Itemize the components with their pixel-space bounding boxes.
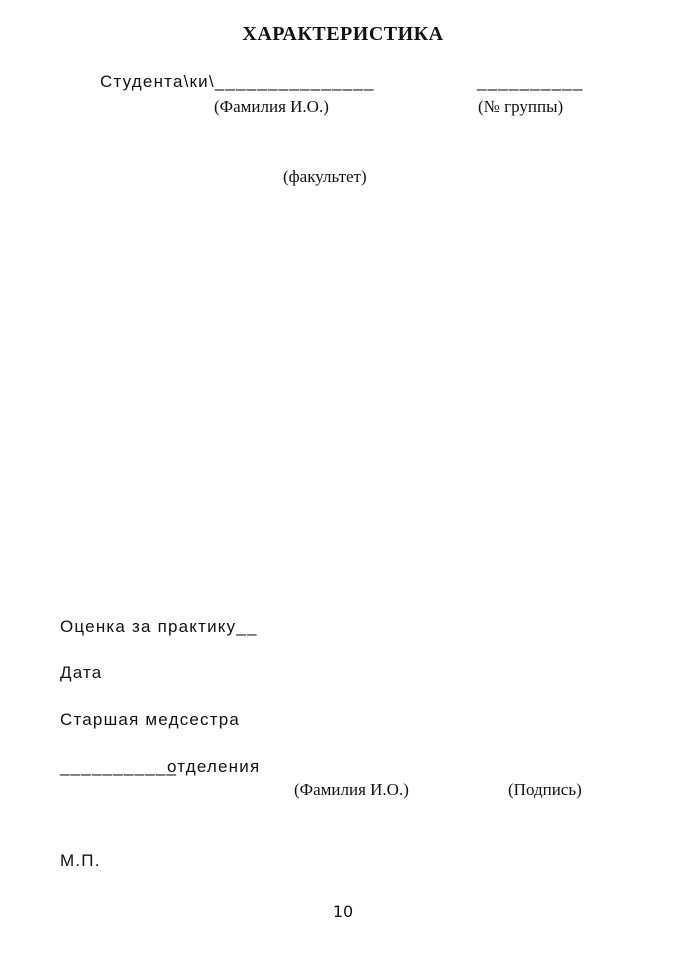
group-blank: __________ bbox=[477, 72, 584, 91]
page-number: 10 bbox=[332, 902, 354, 921]
document-title: ХАРАКТЕРИСТИКА bbox=[242, 23, 444, 45]
date-line: Дата bbox=[60, 663, 103, 682]
stamp-place: М.П. bbox=[60, 851, 101, 870]
department-label: отделения bbox=[167, 757, 261, 776]
department-blank: ___________ bbox=[60, 757, 178, 776]
student-label: Студента\ки\_______________ bbox=[100, 72, 375, 91]
signature-caption: (Подпись) bbox=[508, 780, 582, 799]
faculty-caption: (факультет) bbox=[283, 167, 367, 186]
nurse-name-caption: (Фамилия И.О.) bbox=[294, 780, 409, 799]
head-nurse-line: Старшая медсестра bbox=[60, 710, 241, 729]
group-caption: (№ группы) bbox=[478, 97, 564, 116]
name-caption: (Фамилия И.О.) bbox=[214, 97, 329, 116]
grade-line: Оценка за практику__ bbox=[60, 617, 258, 636]
